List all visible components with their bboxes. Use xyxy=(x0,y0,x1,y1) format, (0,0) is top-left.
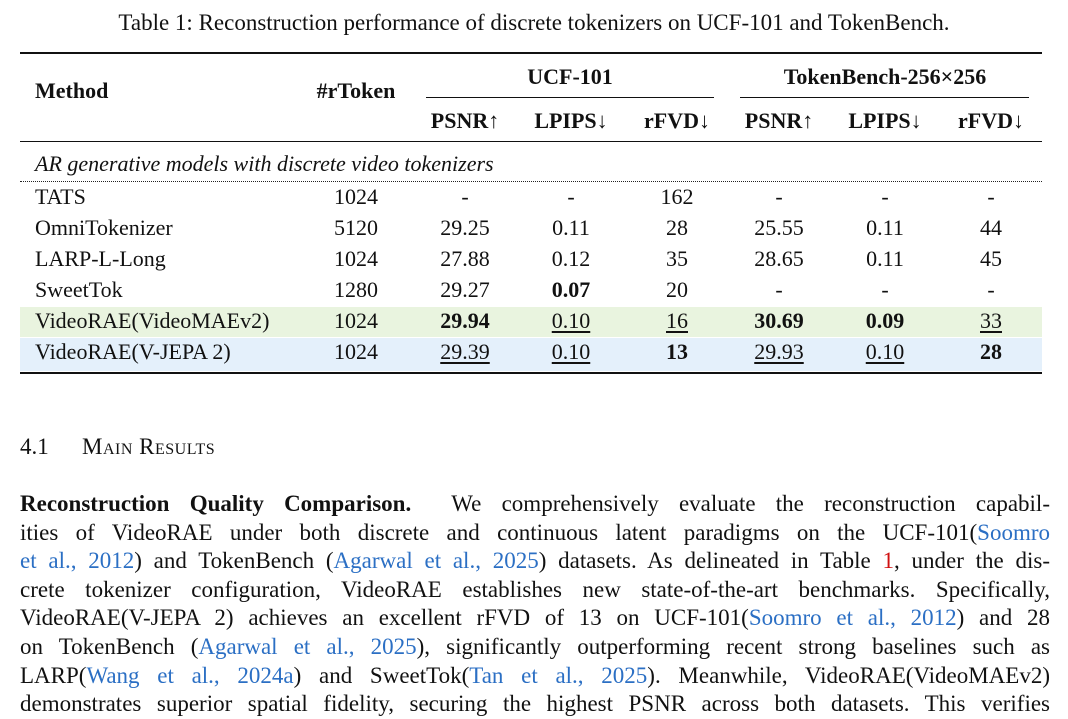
table-row-method: SweetTok xyxy=(35,277,123,302)
table-cell: 28.65 xyxy=(754,246,804,271)
table-cell: - xyxy=(881,277,889,302)
header-rule xyxy=(20,141,1042,142)
table-row-method: OmniTokenizer xyxy=(35,215,173,240)
paragraph-line xyxy=(20,633,1050,662)
table-row-tokens: 5120 xyxy=(334,215,378,240)
table-cell: 0.11 xyxy=(866,246,904,271)
body-paragraph xyxy=(20,490,1050,719)
table-cell: 35 xyxy=(666,246,688,271)
table-cell: 44 xyxy=(980,215,1002,240)
table-cell-best: 13 xyxy=(666,339,688,364)
table-cell: 0.11 xyxy=(866,215,904,240)
paragraph-line xyxy=(20,604,1050,633)
paragraph-text: ) and SweetTok( xyxy=(293,662,470,688)
header-method: Method xyxy=(35,78,109,103)
citation-link[interactable]: Wang et al., xyxy=(86,662,220,688)
paragraph-text: on TokenBench ( xyxy=(20,633,199,659)
paragraph-lead: Reconstruction Quality Comparison. xyxy=(20,491,412,516)
table-top-rule xyxy=(20,52,1042,54)
table-cell: - xyxy=(775,277,783,302)
citation-year-link[interactable]: 2024a xyxy=(237,662,294,688)
header-tokenbench: TokenBench-256×256 xyxy=(783,64,987,89)
paragraph-text: , under the dis- xyxy=(894,548,1051,574)
paragraph-line xyxy=(20,662,1050,691)
table-cell: - xyxy=(881,184,889,209)
table-cell: 45 xyxy=(980,246,1002,271)
citation-link[interactable]: Tan et al., xyxy=(469,662,584,688)
paragraph-text: ities of VideoRAE under both discrete and continuous latent paradigms on the UCF-101( xyxy=(20,519,978,545)
table-row-method: LARP-L-Long xyxy=(35,246,166,271)
table-cell-second: 0.10 xyxy=(865,339,905,364)
table-cell-best: 29.94 xyxy=(440,308,490,333)
paragraph-line xyxy=(20,490,1050,519)
citation-link[interactable]: Agarwal et al., xyxy=(198,633,355,659)
header-ucf101: UCF-101 xyxy=(527,64,613,89)
table-row-tokens: 1024 xyxy=(334,308,378,333)
table-cell-best: 0.09 xyxy=(865,308,905,333)
section-number: 4.1 xyxy=(20,434,49,459)
table-cell: - xyxy=(987,184,995,209)
table-reference-link[interactable]: 1 xyxy=(882,548,895,574)
ucf-cmidrule xyxy=(426,97,714,98)
citation-year-link[interactable]: 2012 xyxy=(88,548,135,574)
table-cell-best: 28 xyxy=(980,339,1002,364)
table-cell: 29.27 xyxy=(440,277,490,302)
paragraph-text: ) and 28 xyxy=(956,605,1051,631)
citation-year-link[interactable]: 2025 xyxy=(601,662,648,688)
table-cell-second: 16 xyxy=(666,308,688,333)
header-ucf-lpips: LPIPS↓ xyxy=(534,108,608,133)
table-cell: - xyxy=(461,184,469,209)
citation-link[interactable]: Soomro et al., xyxy=(748,605,896,631)
table-cell-best: 0.07 xyxy=(551,277,591,302)
citation-link[interactable]: Agarwal et al., xyxy=(333,548,481,574)
paragraph-text: ) datasets. As delineated in Table xyxy=(538,548,883,574)
table-row-tokens: 1024 xyxy=(334,184,378,209)
header-ucf-rfvd: rFVD↓ xyxy=(644,108,710,133)
paragraph-text: demonstrates superior spatial fidelity, securing the highest PSNR across both datasets. This verifies xyxy=(20,691,1050,717)
paragraph-text: We comprehensively evaluate the reconstruction capabil- xyxy=(451,491,1050,516)
paragraph-text: ), significantly outperforming recent strong baselines such as xyxy=(416,633,1051,659)
table-cell: 20 xyxy=(666,277,688,302)
paragraph-line xyxy=(20,519,1050,548)
paragraph-text: ). Meanwhile, VideoRAE(VideoMAEv2) xyxy=(647,662,1051,688)
paragraph-text: LARP( xyxy=(20,662,87,688)
table-cell-best: 30.69 xyxy=(754,308,804,333)
section-title: Main Results xyxy=(82,434,216,459)
section-dotted-rule xyxy=(20,181,1042,182)
table-cell-second: 33 xyxy=(980,308,1002,333)
paragraph-text: ) and TokenBench ( xyxy=(134,548,334,574)
table-cell: - xyxy=(775,184,783,209)
table-section-label: AR generative models with discrete video tokenizers xyxy=(35,151,494,176)
table-row-tokens: 1024 xyxy=(334,339,378,364)
table-cell: - xyxy=(567,184,575,209)
paragraph-line xyxy=(20,690,1050,719)
header-tb-lpips: LPIPS↓ xyxy=(848,108,922,133)
header-rtoken: #rToken xyxy=(316,78,396,103)
tokenbench-cmidrule xyxy=(740,97,1029,98)
table-cell: 0.12 xyxy=(551,246,591,271)
table-cell: 27.88 xyxy=(440,246,490,271)
table-row-tokens: 1280 xyxy=(334,277,378,302)
table-bottom-rule xyxy=(20,372,1042,374)
table-cell-second: 0.10 xyxy=(551,308,591,333)
table-cell: 162 xyxy=(660,184,694,209)
table-cell: 25.55 xyxy=(754,215,804,240)
table-row-tokens: 1024 xyxy=(334,246,378,271)
citation-link[interactable]: et al., xyxy=(20,548,77,574)
section-heading xyxy=(20,434,215,460)
header-tb-psnr: PSNR↑ xyxy=(744,108,814,133)
table-row-method: VideoRAE(VideoMAEv2) xyxy=(35,308,270,333)
citation-link[interactable]: Soomro xyxy=(977,519,1050,545)
table-cell-second: 29.93 xyxy=(754,339,804,364)
table-row-method: TATS xyxy=(35,184,86,209)
paragraph-line xyxy=(20,576,1050,605)
header-ucf-psnr: PSNR↑ xyxy=(430,108,500,133)
citation-year-link[interactable]: 2012 xyxy=(910,605,957,631)
table-cell: 29.25 xyxy=(440,215,490,240)
paragraph-line xyxy=(20,547,1050,576)
table-cell: 0.11 xyxy=(552,215,590,240)
citation-year-link[interactable]: 2025 xyxy=(492,548,539,574)
table-cell-second: 0.10 xyxy=(551,339,591,364)
table-row-method: VideoRAE(V-JEPA 2) xyxy=(35,339,231,364)
table-caption: Table 1: Reconstruction performance of discrete tokenizers on UCF-101 and TokenBench. xyxy=(118,10,950,35)
table-cell: - xyxy=(987,277,995,302)
paragraph-text: crete tokenizer configuration, VideoRAE establishes new state-of-the-art benchmarks. Specifically, xyxy=(20,576,1050,602)
header-tb-rfvd: rFVD↓ xyxy=(958,108,1024,133)
citation-year-link[interactable]: 2025 xyxy=(370,633,417,659)
paragraph-text: VideoRAE(V-JEPA 2) achieves an excellent rFVD of 13 on UCF-101( xyxy=(20,605,749,631)
table-cell-second: 29.39 xyxy=(440,339,490,364)
table-cell: 28 xyxy=(666,215,688,240)
